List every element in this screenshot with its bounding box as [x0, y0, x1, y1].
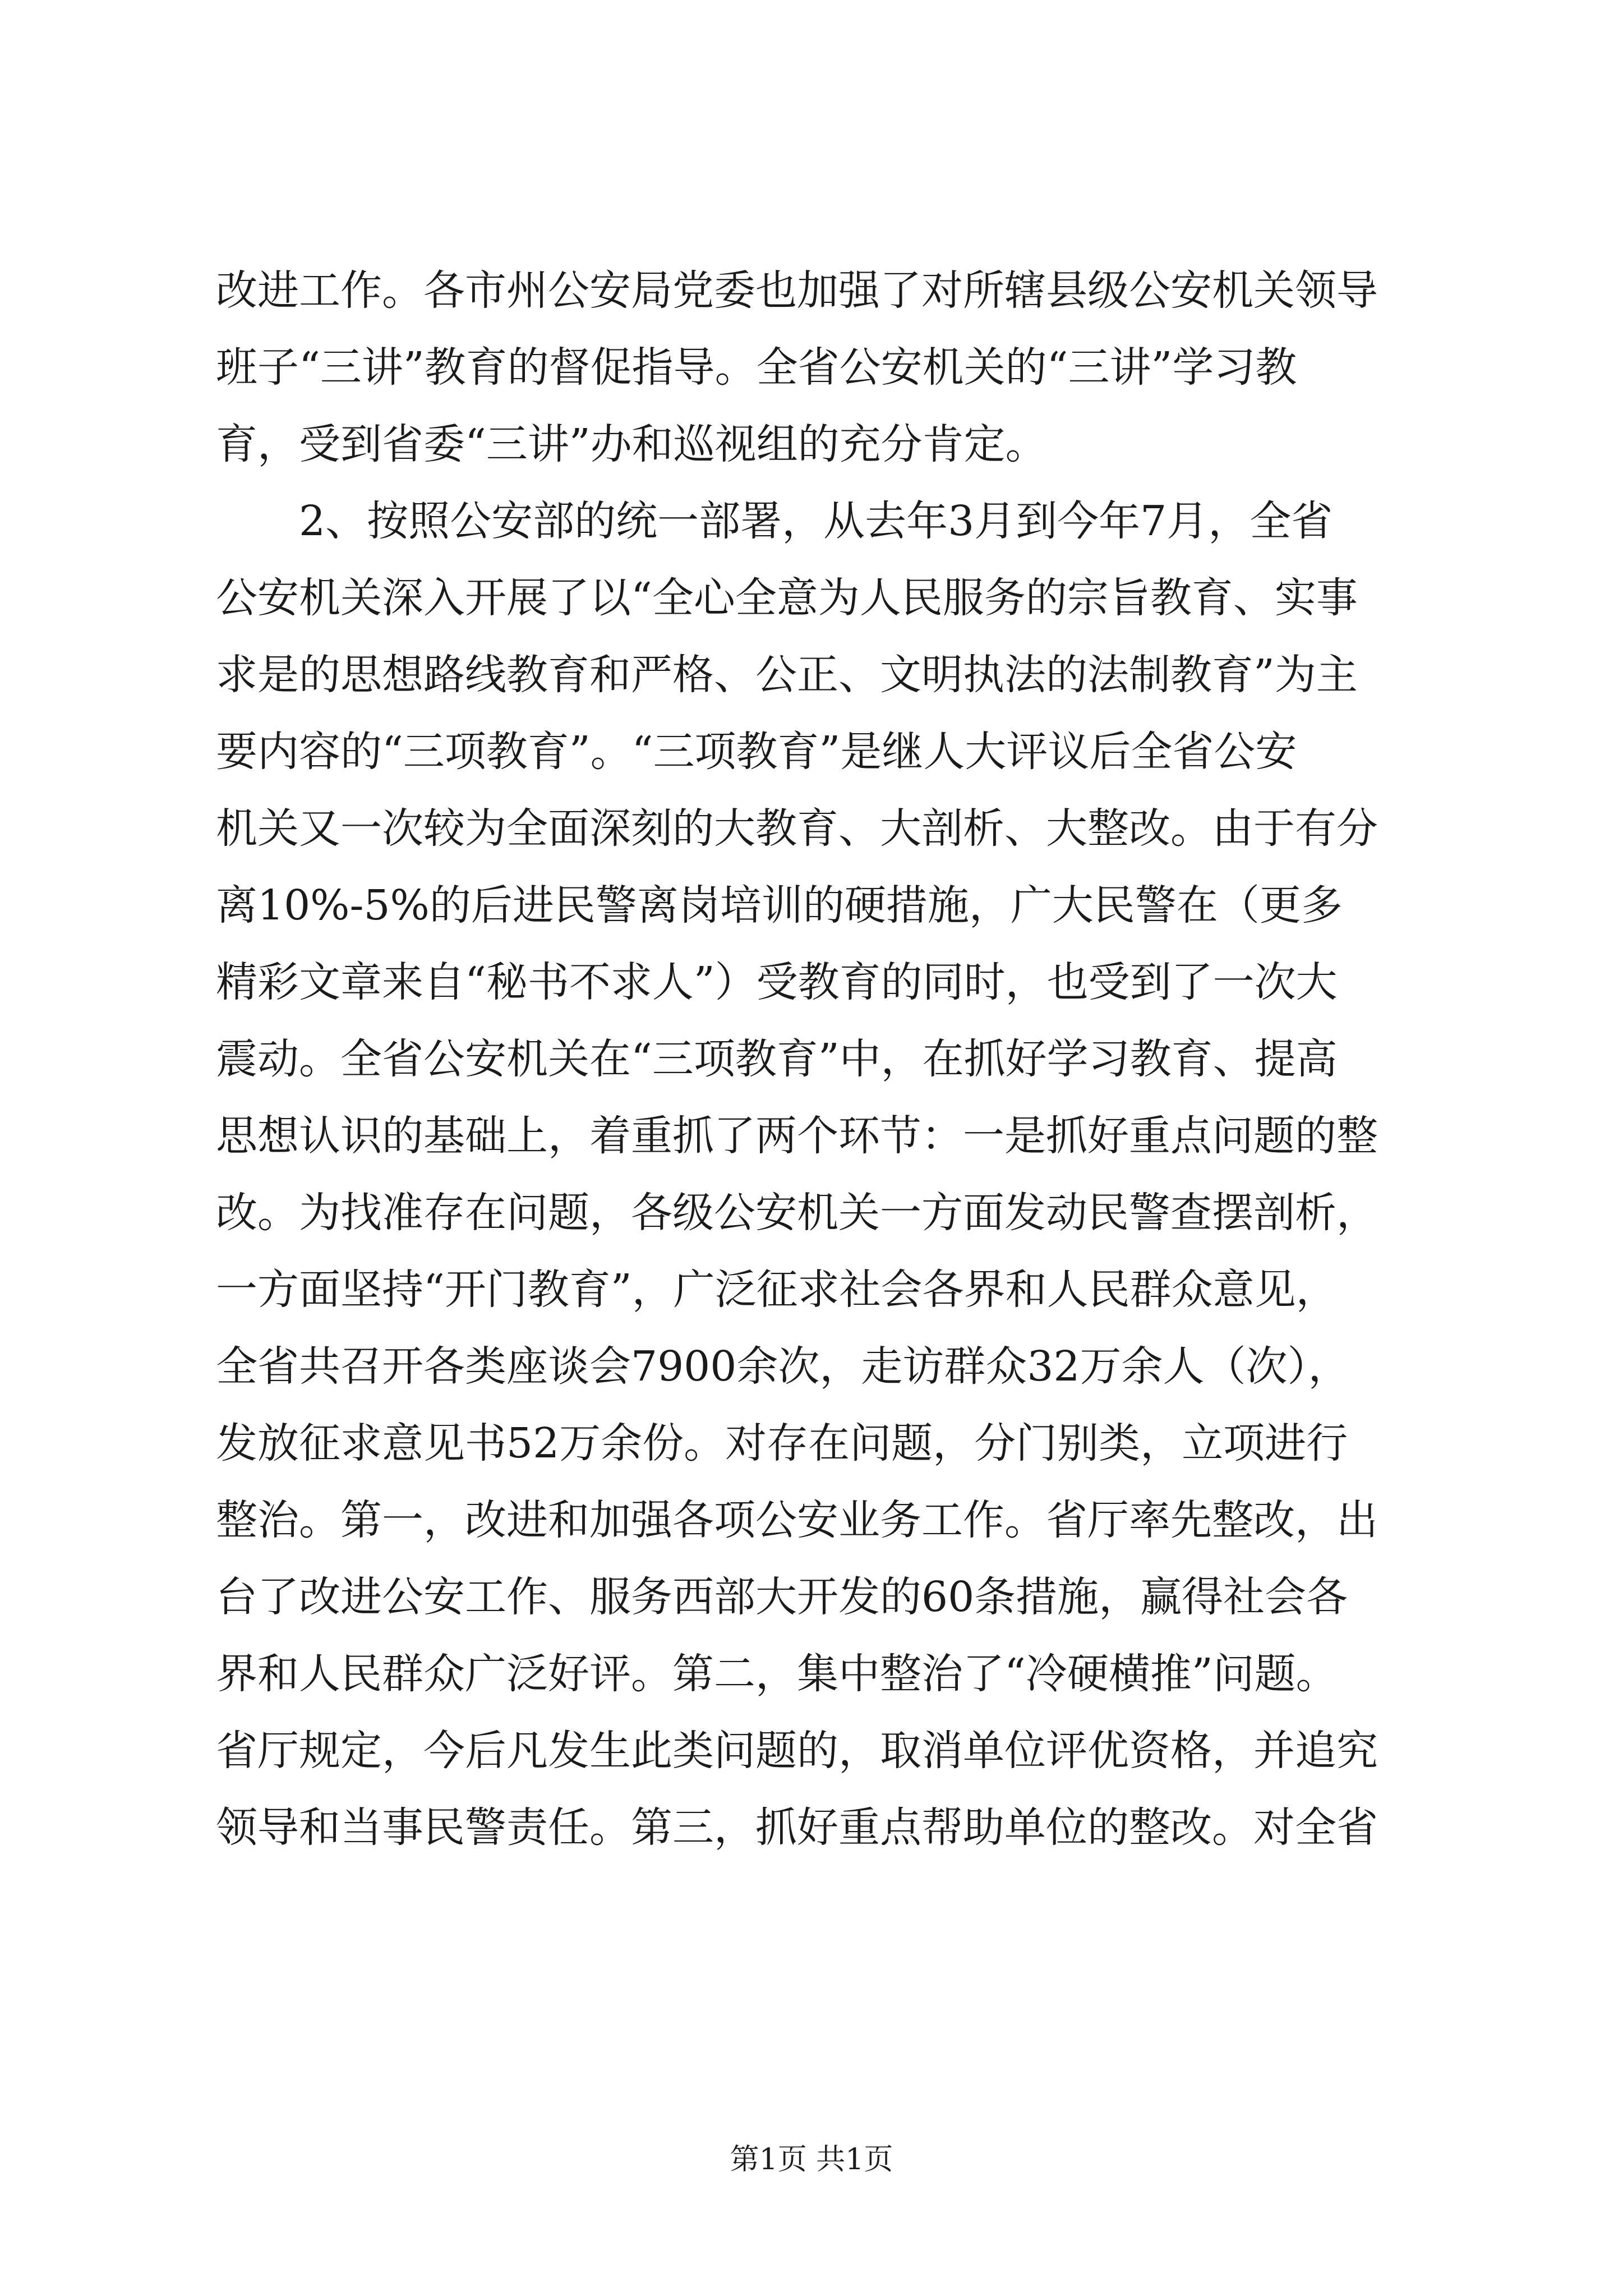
text-line: 发放征求意见书52万余份。对存在问题，分门别类，立项进行	[216, 1419, 1348, 1467]
text-line: 整治。第一，改进和加强各项公安业务工作。省厅率先整改，出	[216, 1496, 1378, 1544]
text-line: 机关又一次较为全面深刻的大教育、大剖析、大整改。由于有分	[216, 804, 1378, 853]
text-line: 思想认识的基础上，着重抓了两个环节：一是抓好重点问题的整	[216, 1112, 1378, 1160]
text-line: 精彩文章来自“秘书不求人”）受教育的同时，也受到了一次大	[216, 958, 1338, 1006]
text-line: 育，受到省委“三讲”办和巡视组的充分肯定。	[216, 420, 1047, 468]
text-line: 要内容的“三项教育”。“三项教育”是继人大评议后全省公安	[216, 728, 1297, 776]
text-line: 改。为找准存在问题，各级公安机关一方面发动民警查摆剖析，	[216, 1189, 1378, 1237]
text-line: 离10%-5%的后进民警离岗培训的硬措施，广大民警在（更多	[216, 881, 1343, 930]
text-line: 台了改进公安工作、服务西部大开发的60条措施，赢得社会各	[216, 1573, 1348, 1621]
body-text	[216, 252, 1438, 1866]
text-line: 领导和当事民警责任。第三，抓好重点帮助单位的整改。对全省	[216, 1803, 1378, 1852]
paragraph-start-line: 2、按照公安部的统一部署，从去年3月到今年7月，全省	[299, 497, 1333, 545]
text-line: 公安机关深入开展了以“全心全意为人民服务的宗旨教育、实事	[216, 574, 1358, 622]
text-line: 班子“三讲”教育的督促指导。全省公安机关的“三讲”学习教	[216, 343, 1297, 392]
page-number-footer: 第1页 共1页	[730, 2143, 893, 2177]
text-line: 震动。全省公安机关在“三项教育”中，在抓好学习教育、提高	[216, 1035, 1338, 1083]
text-line: 界和人民群众广泛好评。第二，集中整治了“冷硬横推”问题。	[216, 1650, 1338, 1698]
text-line: 改进工作。各市州公安局党委也加强了对所辖县级公安机关领导	[216, 266, 1378, 315]
text-line: 全省共召开各类座谈会7900余次，走访群众32万余人（次），	[216, 1342, 1350, 1391]
text-line: 求是的思想路线教育和严格、公正、文明执法的法制教育”为主	[216, 651, 1358, 699]
text-line: 一方面坚持“开门教育”，广泛征求社会各界和人民群众意见，	[216, 1266, 1338, 1314]
text-line: 省厅规定，今后凡发生此类问题的，取消单位评优资格，并追究	[216, 1727, 1378, 1775]
